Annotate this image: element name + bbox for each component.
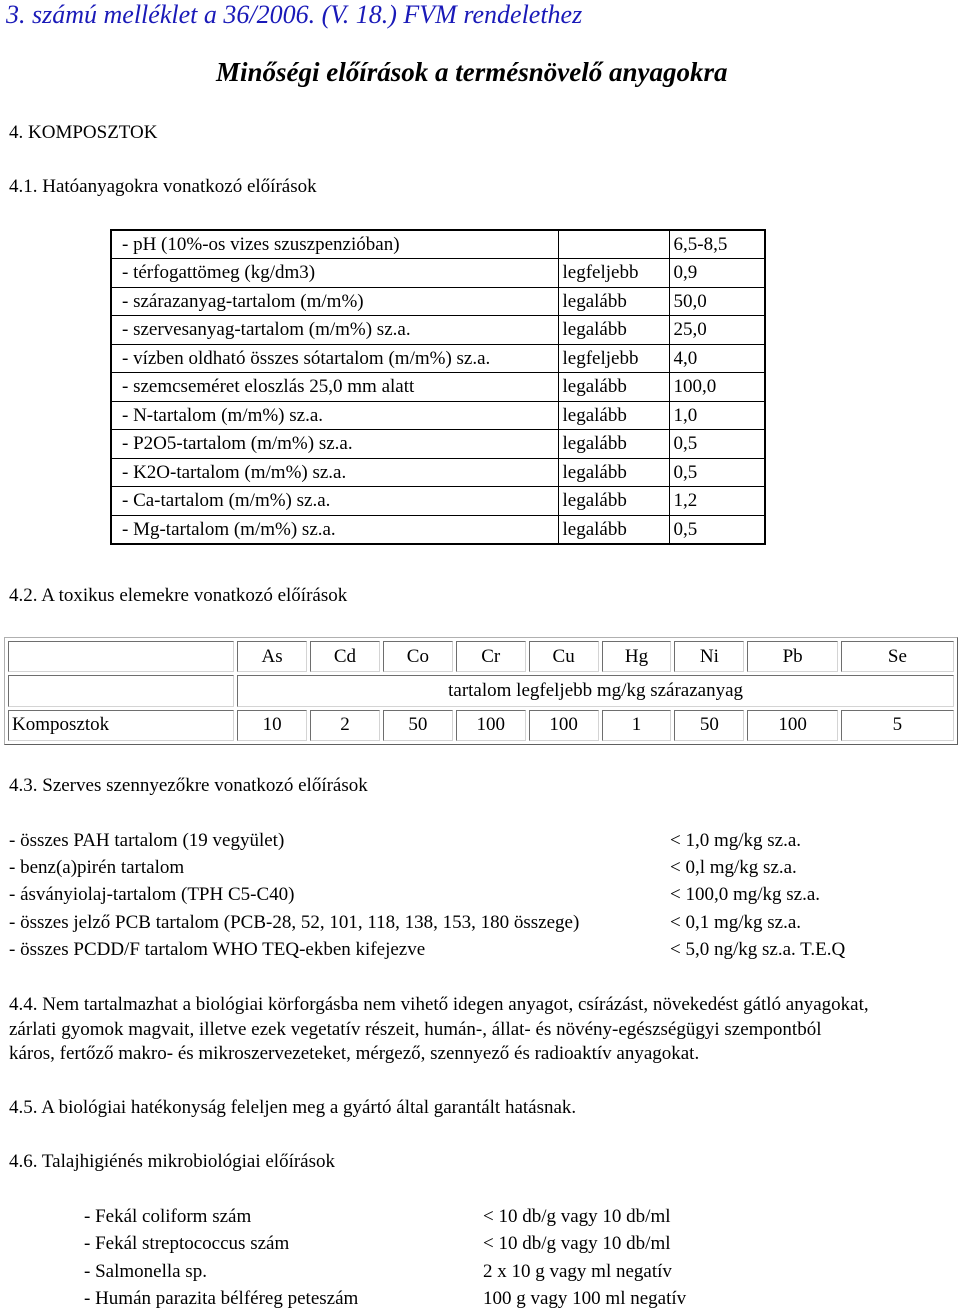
- parameter-cell: - N-tartalom (m/m%) sz.a.: [111, 401, 558, 430]
- requirement-row: [111, 401, 765, 430]
- toxic-elements-header-row: [8, 641, 954, 672]
- limit-cell: legalább: [558, 458, 669, 487]
- microbiology-name: - Salmonella sp.: [84, 1261, 207, 1282]
- limit-cell: [558, 230, 669, 259]
- main-title: Minőségi előírások a termésnövelő anyagokra: [216, 57, 728, 87]
- element-cell: Pb: [747, 641, 837, 672]
- element-cell: Hg: [602, 641, 672, 672]
- value-cell: 0,5: [669, 458, 765, 487]
- limit-cell: legalább: [558, 373, 669, 402]
- value-cell: 6,5-8,5: [669, 230, 765, 259]
- microbiology-limit: 2 x 10 g vagy ml negatív: [483, 1261, 672, 1282]
- parameter-cell: - Ca-tartalom (m/m%) sz.a.: [111, 487, 558, 516]
- value-cell: 0,5: [669, 430, 765, 459]
- parameter-cell: - K2O-tartalom (m/m%) sz.a.: [111, 458, 558, 487]
- limit-cell: legalább: [558, 430, 669, 459]
- section-4-6-heading: 4.6. Talajhigiénés mikrobiológiai előírások: [9, 1151, 336, 1172]
- parameter-cell: - pH (10%-os vizes szuszpenzióban): [111, 230, 558, 259]
- toxic-elements-value-row: [8, 710, 954, 741]
- organic-pollutant-limit: < 100,0 mg/kg sz.a.: [670, 884, 821, 905]
- microbiology-name: - Fekál coliform szám: [84, 1206, 252, 1227]
- value-cell: 50: [674, 710, 744, 741]
- requirement-row: [111, 373, 765, 402]
- value-cell: 1,2: [669, 487, 765, 516]
- organic-pollutant-name: - összes jelző PCB tartalom (PCB-28, 52, 101, 118, 138, 153, 180 összege): [9, 912, 580, 933]
- section-4-4-line: 4.4. Nem tartalmazhat a biológiai körforgásba nem vihető idegen anyagot, csírázást, növekedést gátló anyagokat,: [9, 994, 869, 1015]
- value-cell: 10: [237, 710, 307, 741]
- value-cell: 100: [456, 710, 526, 741]
- section-4-4-line: zárlati gyomok magvait, illetve ezek vegetatív részeit, humán-, állat- és növény-egészségügyi szempontból: [9, 1019, 822, 1040]
- row-label-cell: Komposztok: [8, 710, 234, 741]
- value-cell: 1,0: [669, 401, 765, 430]
- organic-pollutant-limit: < 0,1 mg/kg sz.a.: [670, 912, 802, 933]
- value-cell: 100: [529, 710, 599, 741]
- section-4-1-heading: 4.1. Hatóanyagokra vonatkozó előírások: [9, 176, 317, 197]
- limit-cell: legalább: [558, 487, 669, 516]
- parameter-cell: - térfogattömeg (kg/dm3): [111, 259, 558, 288]
- active-ingredients-table: [110, 229, 766, 545]
- value-cell: 100: [747, 710, 837, 741]
- empty-corner-cell: [8, 641, 234, 672]
- organic-pollutant-name: - ásványiolaj-tartalom (TPH C5-C40): [9, 884, 295, 905]
- section-4-3-heading: 4.3. Szerves szennyezőkre vonatkozó előírások: [9, 775, 368, 796]
- section-4-4-line: káros, fertőző makro- és mikroszervezeteket, mérgező, szennyező és radioaktív anyagokat.: [9, 1043, 700, 1064]
- microbiology-limit: 100 g vagy 100 ml negatív: [483, 1288, 687, 1309]
- element-cell: Cu: [529, 641, 599, 672]
- microbiology-limit: < 10 db/g vagy 10 db/ml: [483, 1206, 671, 1227]
- limit-cell: legalább: [558, 401, 669, 430]
- element-cell: Ni: [674, 641, 744, 672]
- limit-cell: legalább: [558, 287, 669, 316]
- requirement-row: [111, 487, 765, 516]
- requirement-row: [111, 458, 765, 487]
- section-4-5-text: 4.5. A biológiai hatékonyság feleljen meg a gyártó által garantált hatásnak.: [9, 1097, 577, 1118]
- toxic-elements-table: [4, 637, 958, 745]
- value-cell: 2: [310, 710, 380, 741]
- limit-cell: legfeljebb: [558, 344, 669, 373]
- unit-label-cell: tartalom legfeljebb mg/kg szárazanyag: [237, 675, 954, 706]
- toxic-elements-unit-row: [8, 675, 954, 706]
- value-cell: 1: [602, 710, 672, 741]
- limit-cell: legalább: [558, 515, 669, 544]
- section-4-heading: 4. KOMPOSZTOK: [9, 122, 158, 143]
- parameter-cell: - P2O5-tartalom (m/m%) sz.a.: [111, 430, 558, 459]
- organic-pollutant-limit: < 5,0 ng/kg sz.a. T.E.Q: [670, 939, 846, 960]
- microbiology-name: - Humán parazita bélféreg peteszám: [84, 1288, 359, 1309]
- annex-title: 3. számú melléklet a 36/2006. (V. 18.) FVM rendelethez: [6, 0, 583, 29]
- limit-cell: legfeljebb: [558, 259, 669, 288]
- requirement-row: [111, 230, 765, 259]
- limit-cell: legalább: [558, 316, 669, 345]
- parameter-cell: - vízben oldható összes sótartalom (m/m%) sz.a.: [111, 344, 558, 373]
- parameter-cell: - Mg-tartalom (m/m%) sz.a.: [111, 515, 558, 544]
- value-cell: 5: [841, 710, 954, 741]
- requirement-row: [111, 515, 765, 544]
- empty-corner-cell: [8, 675, 234, 706]
- requirement-row: [111, 259, 765, 288]
- value-cell: 0,5: [669, 515, 765, 544]
- requirement-row: [111, 344, 765, 373]
- parameter-cell: - szemcseméret eloszlás 25,0 mm alatt: [111, 373, 558, 402]
- element-cell: As: [237, 641, 307, 672]
- organic-pollutant-name: - benz(a)pirén tartalom: [9, 857, 185, 878]
- microbiology-name: - Fekál streptococcus szám: [84, 1233, 290, 1254]
- element-cell: Cr: [456, 641, 526, 672]
- organic-pollutant-name: - összes PCDD/F tartalom WHO TEQ-ekben kifejezve: [9, 939, 426, 960]
- value-cell: 100,0: [669, 373, 765, 402]
- requirement-row: [111, 430, 765, 459]
- parameter-cell: - szervesanyag-tartalom (m/m%) sz.a.: [111, 316, 558, 345]
- parameter-cell: - szárazanyag-tartalom (m/m%): [111, 287, 558, 316]
- value-cell: 50,0: [669, 287, 765, 316]
- element-cell: Co: [383, 641, 453, 672]
- value-cell: 0,9: [669, 259, 765, 288]
- element-cell: Cd: [310, 641, 380, 672]
- requirement-row: [111, 287, 765, 316]
- value-cell: 4,0: [669, 344, 765, 373]
- value-cell: 50: [383, 710, 453, 741]
- element-cell: Se: [841, 641, 954, 672]
- organic-pollutant-limit: < 1,0 mg/kg sz.a.: [670, 830, 802, 851]
- requirement-row: [111, 316, 765, 345]
- microbiology-limit: < 10 db/g vagy 10 db/ml: [483, 1233, 671, 1254]
- organic-pollutant-limit: < 0,l mg/kg sz.a.: [670, 857, 797, 878]
- organic-pollutant-name: - összes PAH tartalom (19 vegyület): [9, 830, 285, 851]
- value-cell: 25,0: [669, 316, 765, 345]
- section-4-2-heading: 4.2. A toxikus elemekre vonatkozó előírások: [9, 585, 348, 606]
